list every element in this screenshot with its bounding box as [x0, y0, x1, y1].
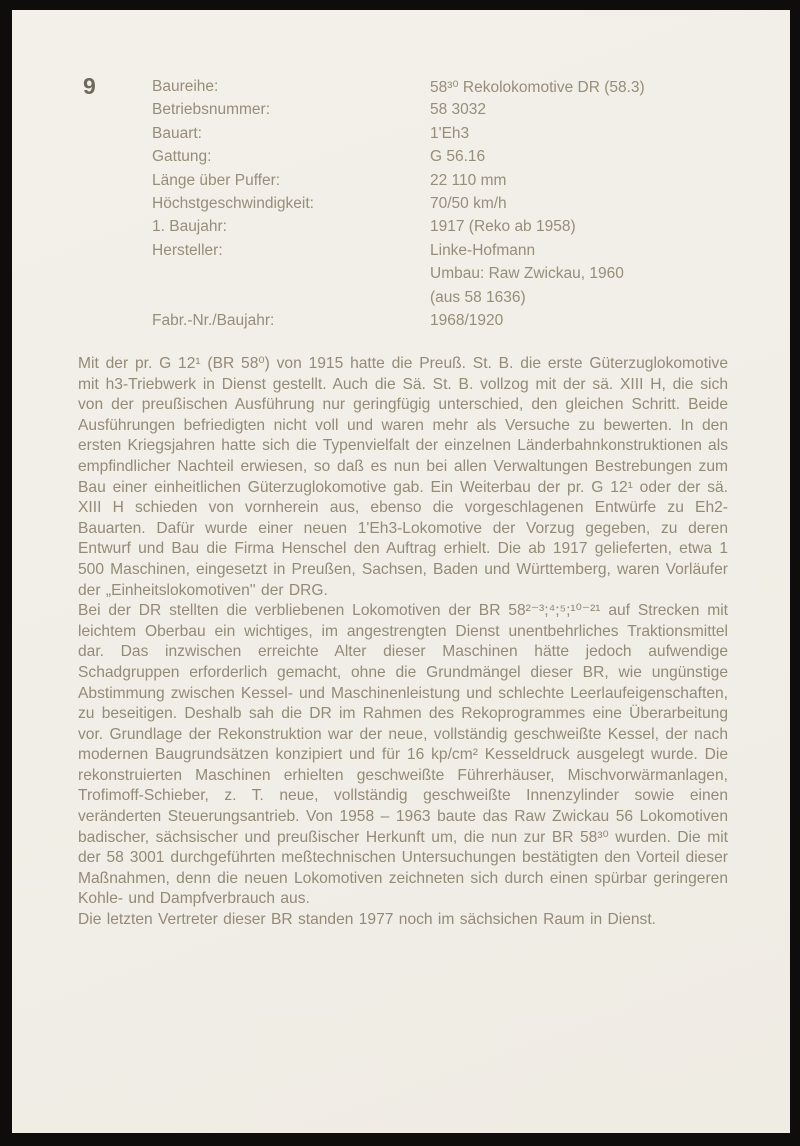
spec-row-hersteller-aus	[152, 289, 752, 312]
spec-value: 58³⁰ Rekolokomotive DR (58.3)	[430, 79, 645, 96]
spec-row-laenge	[152, 172, 752, 195]
spec-value: 1'Eh3	[430, 124, 470, 142]
spec-value: 58 3032	[430, 101, 487, 119]
spec-row-betriebsnummer	[152, 101, 752, 124]
spec-value: Linke-Hofmann	[430, 241, 536, 259]
spec-value: Umbau: Raw Zwickau, 1960	[430, 265, 624, 283]
article-text	[78, 354, 728, 931]
card-page	[12, 10, 790, 1133]
spec-value: G 56.16	[430, 148, 486, 166]
spec-row-hoechstgeschwindigkeit	[152, 195, 752, 218]
spec-row-fabriknummer	[152, 312, 752, 335]
spec-label: Baureihe:	[152, 78, 219, 95]
spec-value: 70/50 km/h	[430, 194, 507, 212]
spec-row-hersteller	[152, 242, 752, 265]
spec-value: (aus 58 1636)	[430, 288, 526, 306]
spec-value: 1968/1920	[430, 311, 504, 329]
paragraph-history: Mit der pr. G 12¹ (BR 58⁰) von 1915 hatte die Preuß. St. B. die erste Güterzuglokomotive mit h3-Triebwerk in Dienst gestellt. Auch die Sä. St. B. vollzog mit der sä. XIII H, die sich von der preußischen Ausführung nur geringfügig unterschied, den gleichen Schritt. Beide Ausführungen befriedigten nicht voll und waren mehr als Versuche zu bewerten. In den ersten Kriegsjahren hatte sich die Typenvielfalt der einzelnen Länderbahnkonstruktionen als empfindlicher Nachteil erwiesen, so daß es nun bei allen Verwaltungen Bestrebungen zum Bau einer einheitlichen Güterzuglokomotive gab. Ein Weiterbau der pr. G 12¹ oder der sä. XIII H schieden von vornherein aus, ebenso die vorgeschlagenen Entwürfe zu Eh2-Bauarten. Dafür wurde einer neuen 1'Eh3-Lokomotive der Vorzug gegeben, zu deren Entwurf und Bau die Firma Henschel den Auftrag erhielt. Die ab 1917 gelieferten, etwa 1 500 Maschinen, eingesetzt in Preußen, Sachsen, Baden und Württemberg, waren Vorläufer der „Einheitslokomotiven'' der DRG.	[78, 355, 728, 599]
spec-value: 1917 (Reko ab 1958)	[430, 218, 576, 236]
spec-label: Fabr.-Nr./Baujahr:	[152, 311, 275, 329]
spec-row-baureihe	[152, 78, 752, 101]
spec-row-gattung	[152, 148, 752, 171]
spec-label: Betriebsnummer:	[152, 101, 271, 119]
spec-label: Länge über Puffer:	[152, 171, 281, 189]
spec-label: 1. Baujahr:	[152, 218, 227, 236]
spec-value: 22 110 mm	[430, 171, 507, 189]
paragraph-reconstruction: Bei der DR stellten die verbliebenen Lokomotiven der BR 58²⁻³;⁴;⁵;¹⁰⁻²¹ auf Strecken mit leichtem Oberbau ein wichtiges, im angestrengten Dienst unentbehrliches Traktionsmittel dar. Das inzwischen erreichte Alter dieser Maschinen hätte jedoch aufwendige Schadgruppen erforderlich gemacht, ohne die Grundmängel dieser BR, wie ungünstige Abstimmung zwischen Kessel- und Maschinenleistung und schlechte Leerlaufeigenschaften, zu beseitigen. Deshalb sah die DR im Rahmen des Rekoprogrammes eine Überarbeitung vor. Grundlage der Rekonstruktion war der neue, vollständig geschweißte Kessel, der nach modernen Baugrundsätzen konzipiert und für 16 kp/cm² Kesseldruck ausgelegt wurde. Die rekonstruierten Maschinen erhielten geschweißte Führerhäuser, Mischvorwärmanlagen, Trofimoff-Schieber, z. T. neue, vollständig geschweißte Innenzylinder sowie einen veränderten Steuerungsantrieb. Von 1958 – 1963 baute das Raw Zwickau 56 Lokomotiven badischer, sächsischer und preußischer Herkunft um, die nun zur BR 58³⁰ wurden. Die mit der 58 3001 durchgeführten meßtechnischen Untersuchungen bestätigten den Vorteil dieser Maßnahmen, denn die neuen Lokomotiven zeichneten sich durch einen spürbar geringeren Kohle- und Dampfverbrauch aus.	[78, 602, 728, 908]
page-number: 9	[83, 73, 97, 99]
spec-label: Hersteller:	[152, 241, 223, 259]
spec-label: Bauart:	[152, 124, 202, 142]
spec-row-baujahr	[152, 218, 752, 241]
spec-table	[152, 78, 752, 335]
spec-label: Gattung:	[152, 148, 212, 166]
spec-row-hersteller-umbau	[152, 265, 752, 288]
paragraph-last-service: Die letzten Vertreter dieser BR standen 1977 noch im sächsichen Raum in Dienst.	[78, 911, 656, 929]
spec-label: Höchstgeschwindigkeit:	[152, 194, 314, 212]
spec-row-bauart	[152, 125, 752, 148]
